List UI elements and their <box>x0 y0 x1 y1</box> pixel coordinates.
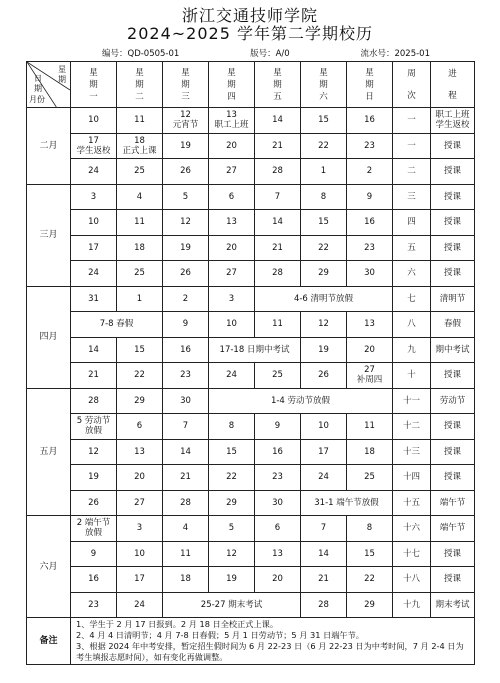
date-cell: 10 <box>301 414 347 440</box>
date-cell: 27 补周四 <box>347 363 393 389</box>
header-wednesday: 星期三 <box>163 62 209 108</box>
notes-section <box>27 618 475 665</box>
week-row <box>27 592 475 618</box>
date-cell: 2 端午节 放假 <box>71 516 117 542</box>
date-cell: 19 <box>163 133 209 159</box>
date-cell: 5 劳动节 放假 <box>71 414 117 440</box>
date-cell: 27 <box>209 159 255 185</box>
date-cell: 16 <box>347 108 393 134</box>
notes-row <box>27 618 475 665</box>
event-cell: 31-1 端午节放假 <box>301 490 393 516</box>
week-number-cell: 十八 <box>393 567 431 593</box>
week-row <box>27 133 475 159</box>
date-cell: 17 <box>71 235 117 261</box>
date-cell: 25 <box>255 363 301 389</box>
date-cell: 26 <box>163 261 209 287</box>
progress-cell: 授课 <box>431 541 475 567</box>
progress-cell: 授课 <box>431 235 475 261</box>
date-cell: 30 <box>163 388 209 414</box>
week-row <box>27 286 475 312</box>
progress-cell: 授课 <box>431 159 475 185</box>
date-cell: 6 <box>255 516 301 542</box>
week-row <box>27 184 475 210</box>
date-cell: 16 <box>163 337 209 363</box>
header-sunday: 星期日 <box>347 62 393 108</box>
week-row <box>27 159 475 185</box>
week-number-cell: 四 <box>393 210 431 236</box>
date-cell: 14 <box>301 541 347 567</box>
date-cell: 1 <box>117 286 163 312</box>
date-cell: 22 <box>301 235 347 261</box>
week-number-cell: 一 <box>393 108 431 134</box>
week-number-cell: 八 <box>393 312 431 338</box>
date-cell: 13 <box>209 210 255 236</box>
week-row <box>27 439 475 465</box>
header-friday: 星期五 <box>255 62 301 108</box>
date-cell: 20 <box>347 337 393 363</box>
date-cell: 29 <box>301 261 347 287</box>
date-cell: 11 <box>117 108 163 134</box>
calendar-title: 2024~2025 学年第二学期校历 <box>127 24 373 43</box>
date-cell: 18 <box>163 567 209 593</box>
document-meta <box>0 43 500 61</box>
date-cell: 20 <box>255 567 301 593</box>
week-row <box>27 567 475 593</box>
date-cell: 24 <box>117 592 163 618</box>
date-cell: 13 职工上班 <box>209 108 255 134</box>
date-cell: 25 <box>347 465 393 491</box>
date-cell: 13 <box>255 541 301 567</box>
month-label: 四月 <box>27 286 71 388</box>
week-number-cell: 七 <box>393 286 431 312</box>
date-cell: 10 <box>71 108 117 134</box>
date-cell: 7 <box>301 516 347 542</box>
date-cell: 12 <box>209 541 255 567</box>
event-cell: 17-18 日期中考试 <box>209 337 301 363</box>
progress-cell: 授课 <box>431 414 475 440</box>
date-cell: 9 <box>163 312 209 338</box>
date-cell: 18 正式上课 <box>117 133 163 159</box>
week-number-cell: 六 <box>393 261 431 287</box>
notes-label: 备注 <box>27 618 71 665</box>
corner-header <box>27 62 71 108</box>
progress-cell: 授课 <box>431 567 475 593</box>
event-cell: 4-6 清明节放假 <box>255 286 393 312</box>
progress-cell: 清明节 <box>431 286 475 312</box>
week-number-cell: 十四 <box>393 465 431 491</box>
date-cell: 22 <box>347 567 393 593</box>
date-cell: 3 <box>209 286 255 312</box>
date-cell: 21 <box>71 363 117 389</box>
note-line: 1、学生于 2 月 17 日报到。2 月 18 日全校正式上课。 <box>76 619 279 629</box>
doc-version: 版号：A/0 <box>250 49 290 59</box>
week-row <box>27 235 475 261</box>
date-cell: 2 <box>163 286 209 312</box>
date-cell: 21 <box>163 465 209 491</box>
date-cell: 10 <box>209 312 255 338</box>
week-row <box>27 490 475 516</box>
corner-date-label: 日期 <box>34 74 42 93</box>
week-row <box>27 337 475 363</box>
progress-cell: 授课 <box>431 261 475 287</box>
date-cell: 12 <box>301 312 347 338</box>
date-cell: 8 <box>347 516 393 542</box>
note-line: 2、4 月 4 日清明节；4 月 7-8 日春假；5 月 1 日劳动节；5 月 31 日端午节。 <box>76 630 364 640</box>
date-cell: 4 <box>163 516 209 542</box>
date-cell: 29 <box>347 592 393 618</box>
date-cell: 28 <box>255 261 301 287</box>
date-cell: 31 <box>71 286 117 312</box>
date-cell: 25 <box>117 261 163 287</box>
week-number-cell: 十六 <box>393 516 431 542</box>
event-cell: 1-4 劳动节放假 <box>209 388 393 414</box>
week-number-cell: 十九 <box>393 592 431 618</box>
date-cell: 29 <box>209 490 255 516</box>
header-thursday: 星期四 <box>209 62 255 108</box>
month-label: 五月 <box>27 388 71 516</box>
date-cell: 23 <box>347 235 393 261</box>
date-cell: 4 <box>117 184 163 210</box>
week-row <box>27 516 475 542</box>
progress-cell: 授课 <box>431 184 475 210</box>
date-cell: 21 <box>301 567 347 593</box>
progress-cell: 端午节 <box>431 490 475 516</box>
date-cell: 10 <box>117 541 163 567</box>
date-cell: 18 <box>347 439 393 465</box>
corner-week-label: 星期 <box>58 65 66 84</box>
date-cell: 24 <box>301 465 347 491</box>
date-cell: 27 <box>117 490 163 516</box>
date-cell: 20 <box>209 133 255 159</box>
date-cell: 13 <box>347 312 393 338</box>
date-cell: 14 <box>255 108 301 134</box>
progress-cell: 期末考试 <box>431 592 475 618</box>
date-cell: 15 <box>301 108 347 134</box>
event-cell: 25-27 期末考试 <box>163 592 301 618</box>
date-cell: 5 <box>163 184 209 210</box>
date-cell: 16 <box>255 439 301 465</box>
date-cell: 28 <box>163 490 209 516</box>
week-number-cell: 十一 <box>393 388 431 414</box>
header-progress: 进程 <box>431 62 475 108</box>
date-cell: 11 <box>255 312 301 338</box>
progress-cell: 期中考试 <box>431 337 475 363</box>
date-cell: 3 <box>117 516 163 542</box>
header-monday: 星期一 <box>71 62 117 108</box>
week-row <box>27 312 475 338</box>
date-cell: 11 <box>347 414 393 440</box>
date-cell: 25 <box>117 159 163 185</box>
date-cell: 22 <box>117 363 163 389</box>
date-cell: 16 <box>71 567 117 593</box>
corner-month-label: 月份 <box>29 95 45 104</box>
date-cell: 9 <box>255 414 301 440</box>
date-cell: 15 <box>209 439 255 465</box>
date-cell: 6 <box>117 414 163 440</box>
header-row <box>27 62 475 108</box>
date-cell: 3 <box>71 184 117 210</box>
date-cell: 23 <box>71 592 117 618</box>
progress-cell: 职工上班 学生返校 <box>431 108 475 134</box>
date-cell: 10 <box>71 210 117 236</box>
date-cell: 24 <box>71 159 117 185</box>
date-cell: 20 <box>117 465 163 491</box>
date-cell: 6 <box>209 184 255 210</box>
date-cell: 11 <box>163 541 209 567</box>
date-cell: 20 <box>209 235 255 261</box>
date-cell: 5 <box>209 516 255 542</box>
header-tuesday: 星期二 <box>117 62 163 108</box>
school-name: 浙江交通技师学院 <box>181 6 318 25</box>
date-cell: 12 元宵节 <box>163 108 209 134</box>
date-cell: 22 <box>209 465 255 491</box>
date-cell: 21 <box>255 235 301 261</box>
date-cell: 24 <box>209 363 255 389</box>
progress-cell: 授课 <box>431 210 475 236</box>
week-number-cell: 十七 <box>393 541 431 567</box>
week-number-cell: 十 <box>393 363 431 389</box>
date-cell: 7 <box>163 414 209 440</box>
date-cell: 18 <box>117 235 163 261</box>
date-cell: 30 <box>255 490 301 516</box>
date-cell: 15 <box>347 541 393 567</box>
progress-cell: 端午节 <box>431 516 475 542</box>
date-cell: 14 <box>163 439 209 465</box>
week-row <box>27 261 475 287</box>
note-line: 3、根据 2024 年中考安排，暂定招生假时间为 6 月 22-23 日（6 月 22-23 日为中考时间，7 月 2-4 日为考生填报志愿时间），如有变化再做调整。 <box>76 641 464 662</box>
document-page <box>0 7 500 665</box>
date-cell: 28 <box>301 592 347 618</box>
week-row <box>27 108 475 134</box>
week-number-cell: 五 <box>393 235 431 261</box>
week-number-cell: 十五 <box>393 490 431 516</box>
date-cell: 19 <box>71 465 117 491</box>
progress-cell: 授课 <box>431 363 475 389</box>
week-row <box>27 414 475 440</box>
date-cell: 17 <box>301 439 347 465</box>
date-cell: 13 <box>117 439 163 465</box>
date-cell: 27 <box>209 261 255 287</box>
week-row <box>27 465 475 491</box>
week-number-cell: 二 <box>393 159 431 185</box>
school-calendar-table <box>26 61 475 665</box>
week-row <box>27 363 475 389</box>
progress-cell: 劳动节 <box>431 388 475 414</box>
date-cell: 9 <box>347 184 393 210</box>
month-label: 三月 <box>27 184 71 286</box>
date-cell: 7 <box>255 184 301 210</box>
week-number-cell: 十三 <box>393 439 431 465</box>
date-cell: 19 <box>301 337 347 363</box>
date-cell: 29 <box>117 388 163 414</box>
header-saturday: 星期六 <box>301 62 347 108</box>
date-cell: 23 <box>255 465 301 491</box>
date-cell: 8 <box>301 184 347 210</box>
doc-serial: 流水号：2025-01 <box>360 49 430 59</box>
date-cell: 8 <box>209 414 255 440</box>
date-cell: 15 <box>301 210 347 236</box>
date-cell: 1 <box>301 159 347 185</box>
month-label: 二月 <box>27 108 71 185</box>
date-cell: 19 <box>163 235 209 261</box>
week-row <box>27 541 475 567</box>
date-cell: 11 <box>117 210 163 236</box>
date-cell: 30 <box>347 261 393 287</box>
date-cell: 14 <box>71 337 117 363</box>
date-cell: 26 <box>163 159 209 185</box>
progress-cell: 授课 <box>431 133 475 159</box>
date-cell: 26 <box>301 363 347 389</box>
doc-code: 编号：QD-0505-01 <box>102 49 180 59</box>
week-row <box>27 210 475 236</box>
date-cell: 17 学生返校 <box>71 133 117 159</box>
date-cell: 17 <box>117 567 163 593</box>
date-cell: 12 <box>71 439 117 465</box>
date-cell: 19 <box>209 567 255 593</box>
date-cell: 21 <box>255 133 301 159</box>
week-number-cell: 三 <box>393 184 431 210</box>
date-cell: 28 <box>71 388 117 414</box>
date-cell: 26 <box>71 490 117 516</box>
event-cell: 7-8 春假 <box>71 312 163 338</box>
date-cell: 12 <box>163 210 209 236</box>
date-cell: 16 <box>347 210 393 236</box>
date-cell: 23 <box>163 363 209 389</box>
date-cell: 22 <box>301 133 347 159</box>
header-week-number: 周次 <box>393 62 431 108</box>
week-number-cell: 九 <box>393 337 431 363</box>
week-number-cell: 一 <box>393 133 431 159</box>
week-number-cell: 十二 <box>393 414 431 440</box>
date-cell: 14 <box>255 210 301 236</box>
date-cell: 9 <box>71 541 117 567</box>
notes-text <box>71 618 475 665</box>
date-cell: 15 <box>117 337 163 363</box>
progress-cell: 春假 <box>431 312 475 338</box>
date-cell: 23 <box>347 133 393 159</box>
date-cell: 24 <box>71 261 117 287</box>
month-label: 六月 <box>27 516 71 618</box>
date-cell: 2 <box>347 159 393 185</box>
week-row <box>27 388 475 414</box>
calendar-body <box>27 108 475 618</box>
progress-cell: 授课 <box>431 465 475 491</box>
date-cell: 28 <box>255 159 301 185</box>
progress-cell: 授课 <box>431 439 475 465</box>
